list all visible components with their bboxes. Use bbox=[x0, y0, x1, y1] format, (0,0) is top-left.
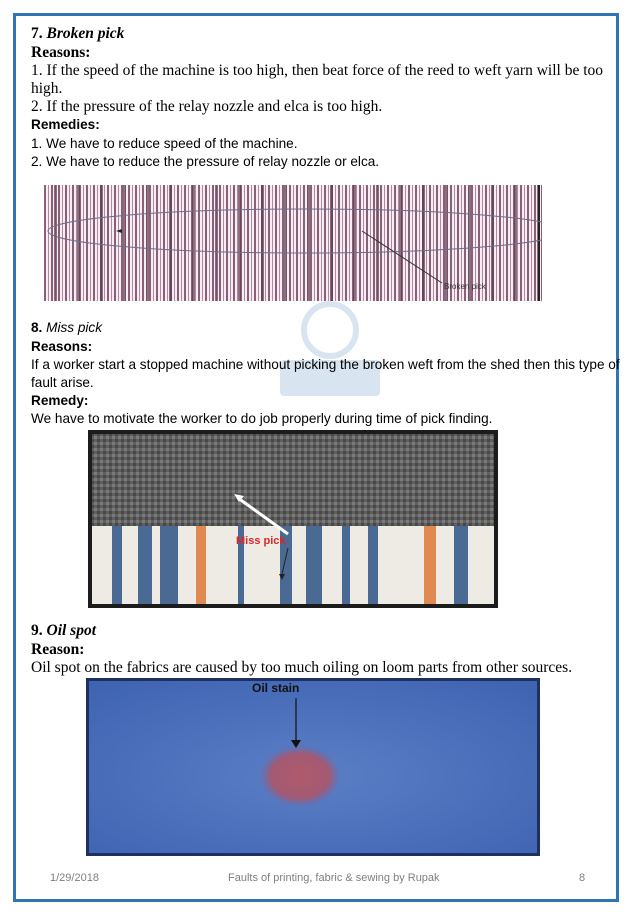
broken-pick-reason-1-cont: high. bbox=[31, 80, 63, 97]
oil-spot-heading: 9. Oil spot bbox=[31, 622, 97, 639]
broken-pick-remedies-label: Remedies: bbox=[31, 117, 100, 132]
oil-spot-reason-label: Reason: bbox=[31, 641, 85, 658]
miss-pick-image-label: Miss pick bbox=[236, 535, 286, 547]
miss-pick-image bbox=[88, 430, 498, 608]
miss-pick-remedy-label: Remedy: bbox=[31, 393, 89, 408]
miss-pick-reason-1-cont: fault arise. bbox=[31, 375, 94, 390]
footer-title: Faults of printing, fabric & sewing by Rupak bbox=[228, 872, 440, 884]
broken-pick-remedy-1: 1. We have to reduce speed of the machine. bbox=[31, 136, 298, 151]
miss-pick-remedy: We have to motivate the worker to do job properly during time of pick finding. bbox=[31, 411, 493, 426]
oil-spot-image bbox=[86, 678, 540, 856]
footer-page-number: 8 bbox=[579, 872, 586, 884]
broken-pick-reason-1: 1. If the speed of the machine is too high, then beat force of the reed to weft yarn will be too bbox=[31, 62, 604, 79]
broken-pick-reasons-label: Reasons: bbox=[31, 44, 91, 61]
footer-date: 1/29/2018 bbox=[50, 872, 99, 884]
broken-pick-reason-2: 2. If the pressure of the relay nozzle and elca is too high. bbox=[31, 98, 383, 115]
miss-pick-reason-1: If a worker start a stopped machine without picking the broken weft from the shed then this type of bbox=[31, 357, 620, 372]
broken-pick-image bbox=[44, 185, 542, 301]
oil-spot-reason: Oil spot on the fabrics are caused by too much oiling on loom parts from other sources. bbox=[31, 659, 573, 676]
miss-pick-reasons-label: Reasons: bbox=[31, 339, 93, 354]
broken-pick-image-label: Broken pick bbox=[444, 282, 486, 291]
oil-spot-image-label: Oil stain bbox=[252, 681, 300, 695]
miss-pick-heading: 8. Miss pick bbox=[31, 320, 103, 335]
broken-pick-remedy-2: 2. We have to reduce the pressure of relay nozzle or elca. bbox=[31, 154, 380, 169]
broken-pick-heading: 7. Broken pick bbox=[31, 25, 125, 42]
